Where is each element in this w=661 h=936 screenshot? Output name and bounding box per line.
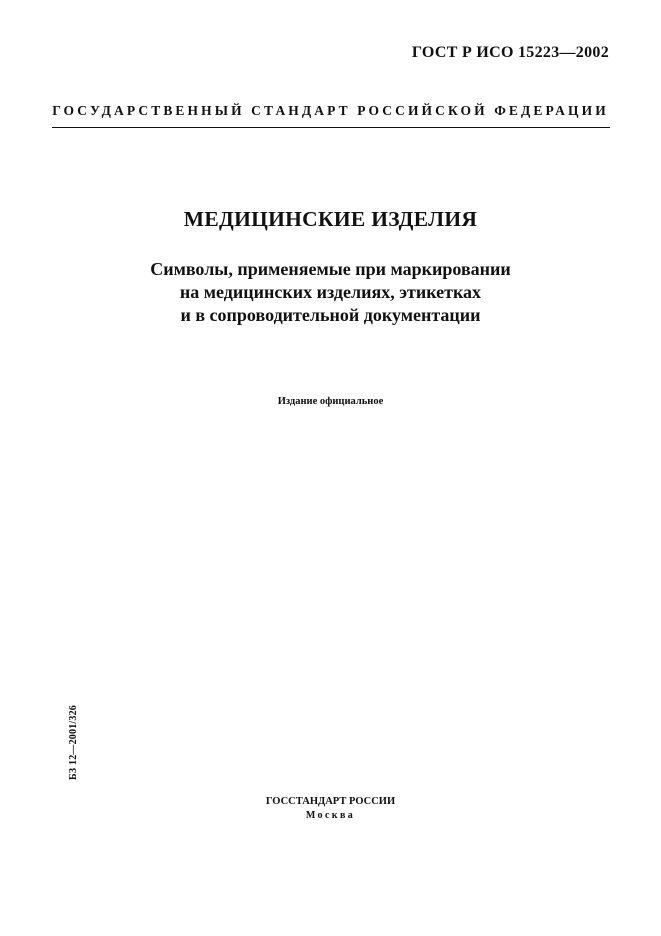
state-standard-heading: ГОСУДАРСТВЕННЫЙ СТАНДАРТ РОССИЙСКОЙ ФЕДЕРАЦИИ bbox=[52, 103, 609, 118]
header-divider bbox=[52, 127, 610, 128]
subtitle-line-1: Символы, применяемые при маркировании bbox=[150, 259, 511, 279]
publisher-name: ГОССТАНДАРТ РОССИИ bbox=[265, 796, 396, 807]
document-title: МЕДИЦИНСКИЕ ИЗДЕЛИЯ bbox=[183, 207, 478, 231]
subtitle-line-2: на медицинских изделиях, этикетках bbox=[179, 282, 482, 302]
side-catalog-code: БЗ 12—2001/326 bbox=[68, 705, 79, 780]
publisher-city: Москва bbox=[305, 810, 356, 821]
document-subtitle bbox=[0, 258, 661, 327]
standard-number: ГОСТ Р ИСО 15223—2002 bbox=[411, 44, 609, 61]
subtitle-line-3: и в сопроводительной документации bbox=[180, 305, 481, 325]
edition-label: Издание официальное bbox=[277, 396, 384, 407]
